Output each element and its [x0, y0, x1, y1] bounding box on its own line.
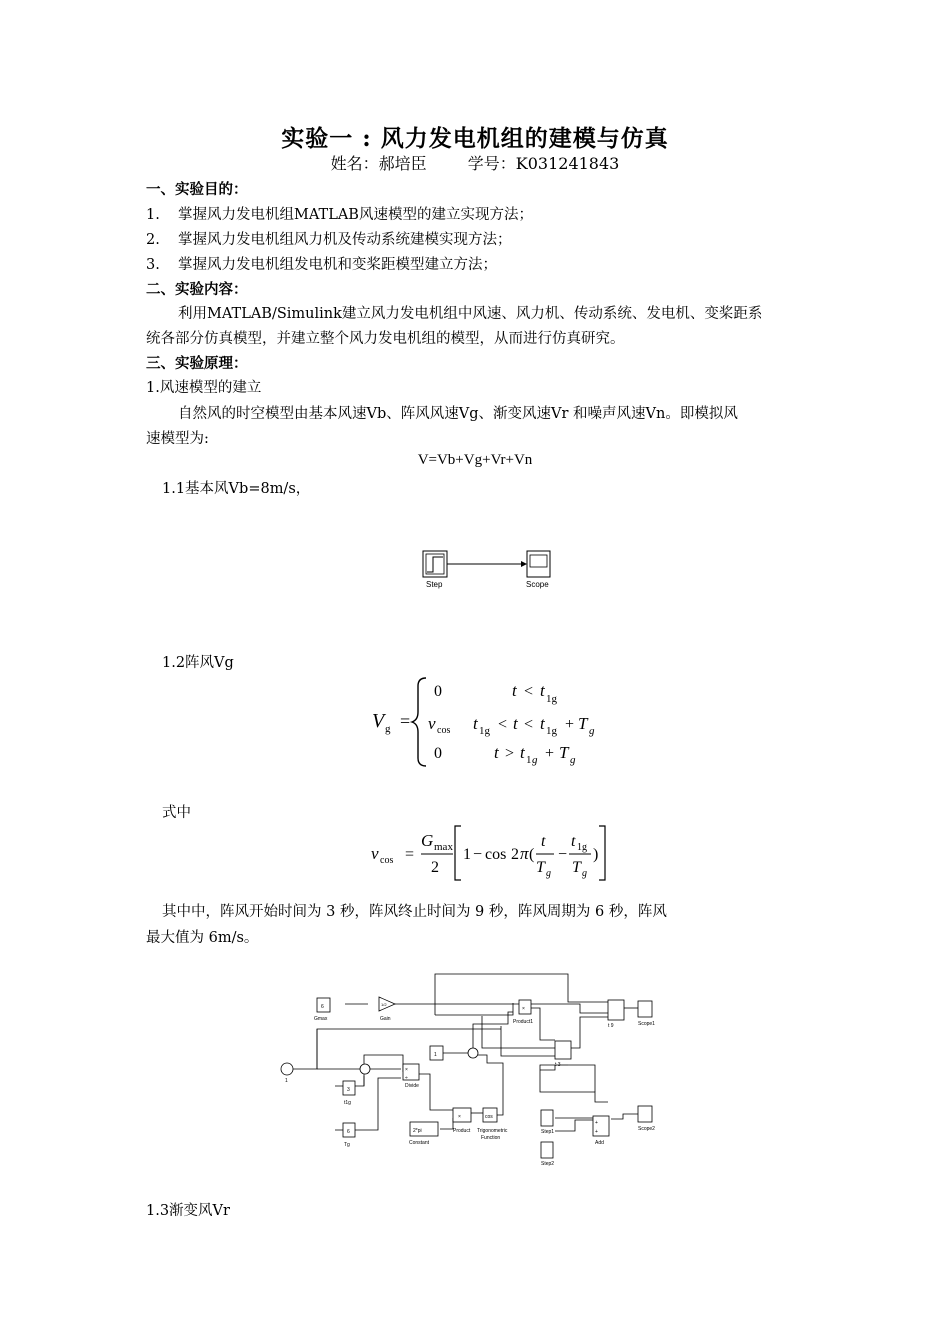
svg-text:=: = — [405, 846, 415, 863]
svg-text:π: π — [520, 844, 529, 863]
svg-text:<: < — [524, 716, 534, 733]
svg-text:T: T — [559, 743, 569, 762]
step2-block — [541, 1142, 553, 1158]
scope-block — [527, 551, 550, 577]
svg-text:t: t — [473, 714, 478, 733]
section1-heading: 一、实验目的： — [146, 181, 248, 198]
svg-text:t 9: t 9 — [608, 1023, 614, 1029]
scope-label: Scope — [526, 580, 549, 589]
svg-text:cos: cos — [380, 855, 394, 866]
svg-text:T: T — [536, 859, 545, 876]
svg-text:−: − — [558, 846, 568, 863]
svg-text:t: t — [541, 833, 546, 850]
scope2-block — [638, 1106, 652, 1122]
svg-text:2*pi: 2*pi — [413, 1128, 422, 1134]
svg-text:+: + — [545, 745, 555, 762]
svg-text:(: ( — [529, 846, 535, 863]
svg-text:t: t — [540, 681, 545, 700]
svg-text:Scope2: Scope2 — [638, 1126, 655, 1132]
t3-switch-block — [555, 1041, 571, 1059]
svg-text:t: t — [512, 681, 517, 700]
svg-text:2: 2 — [511, 846, 519, 863]
svg-text:V: V — [372, 710, 385, 732]
svg-text:t: t — [571, 833, 576, 850]
svg-text:<: < — [524, 683, 534, 700]
svg-text:Product: Product — [453, 1128, 471, 1134]
svg-text:0: 0 — [434, 745, 442, 762]
student-id: 学号：K031241843 — [467, 154, 620, 173]
paragraph-line: 速模型为: — [146, 431, 209, 447]
svg-text:Product1: Product1 — [513, 1019, 534, 1025]
svg-text:): ) — [593, 846, 599, 863]
svg-text:cos: cos — [485, 1114, 493, 1120]
list-number: 3. — [146, 257, 160, 273]
svg-text:1: 1 — [526, 754, 532, 766]
svg-text:g: g — [589, 725, 595, 737]
svg-text:cos: cos — [437, 725, 451, 736]
vcos-formula — [365, 822, 615, 886]
step1-block — [541, 1110, 553, 1126]
svg-text:0: 0 — [434, 683, 442, 700]
subheading: 1.风速模型的建立 — [146, 380, 262, 396]
svg-text:Tg: Tg — [344, 1142, 350, 1148]
svg-text:Step2: Step2 — [541, 1161, 555, 1167]
svg-text:Function: Function — [481, 1135, 501, 1141]
svg-text:t: t — [494, 743, 499, 762]
list-item — [146, 203, 533, 224]
svg-text:t: t — [520, 743, 525, 762]
list-number: 1. — [146, 207, 160, 223]
svg-text:×: × — [405, 1067, 408, 1073]
gust-wind-simulink-diagram — [275, 968, 675, 1173]
svg-text:Scope1: Scope1 — [638, 1021, 655, 1027]
svg-text:1g: 1g — [546, 693, 557, 705]
step-block — [423, 551, 447, 577]
svg-text:×: × — [522, 1006, 525, 1012]
svg-text:v: v — [428, 714, 436, 733]
author-line — [0, 151, 950, 174]
svg-text:g: g — [385, 723, 391, 735]
list-text: 掌握风力发电机组发电机和变桨距模型建立方法； — [178, 257, 497, 273]
svg-text:T: T — [572, 859, 581, 876]
svg-text:1: 1 — [285, 1078, 288, 1084]
list-text: 掌握风力发电机组MATLAB风速模型的建立实现方法； — [178, 207, 533, 223]
gust-piecewise-formula — [360, 672, 620, 772]
svg-text:Gain: Gain — [380, 1016, 391, 1022]
product-block — [453, 1108, 471, 1122]
svg-text:+: + — [595, 1129, 598, 1135]
page-title: 实验一 : 风力发电机组的建模与仿真 — [281, 125, 669, 152]
svg-text:÷: ÷ — [405, 1075, 408, 1081]
svg-text:1: 1 — [463, 846, 471, 863]
paragraph-line: 最大值为 6m/s。 — [146, 930, 259, 946]
svg-text:t1g: t1g — [344, 1100, 351, 1106]
svg-text:v: v — [371, 844, 379, 863]
list-text: 掌握风力发电机组风力机及传动系统建模实现方法； — [178, 232, 512, 248]
svg-text:cos: cos — [485, 846, 507, 863]
step-scope-diagram — [415, 545, 565, 593]
svg-text:+: + — [565, 716, 575, 733]
step-label: Step — [426, 580, 443, 589]
subheading: 1.1基本风Vb=8m/s， — [162, 481, 311, 497]
paragraph-line: 其中中，阵风开始时间为 3 秒，阵风终止时间为 9 秒，阵风周期为 6 秒，阵风 — [162, 904, 667, 920]
svg-text:1g: 1g — [546, 725, 557, 737]
subheading: 1.2阵风Vg — [162, 655, 234, 671]
svg-text:3: 3 — [347, 1087, 350, 1093]
wind-speed-formula: V=Vb+Vg+Vr+Vn — [417, 452, 533, 468]
svg-text:1g: 1g — [479, 725, 490, 737]
svg-text:6: 6 — [347, 1129, 350, 1135]
clock-block — [281, 1063, 293, 1075]
svg-text:Trigonometric: Trigonometric — [477, 1128, 508, 1134]
svg-text:=: = — [400, 711, 411, 731]
svg-text:>: > — [505, 745, 515, 762]
svg-text:T: T — [578, 714, 588, 733]
svg-text:+: + — [595, 1120, 598, 1126]
svg-text:Gmax: Gmax — [314, 1016, 328, 1022]
svg-text:Constant: Constant — [409, 1140, 430, 1146]
svg-text:Add: Add — [595, 1140, 604, 1146]
svg-text:t 3: t 3 — [555, 1062, 561, 1068]
svg-text:6: 6 — [321, 1004, 324, 1010]
list-item — [146, 228, 512, 249]
svg-text:t: t — [540, 714, 545, 733]
svg-text:Divide: Divide — [405, 1083, 419, 1089]
section2-heading: 二、实验内容： — [146, 281, 248, 298]
svg-text:×: × — [458, 1114, 461, 1120]
svg-text:2: 2 — [431, 859, 439, 876]
author-name: 姓名：郝培臣 — [330, 154, 427, 173]
list-number: 2. — [146, 232, 160, 248]
svg-text:G: G — [421, 831, 434, 850]
sum-block — [468, 1048, 478, 1058]
svg-text:1/2: 1/2 — [381, 1002, 387, 1007]
paragraph-line: 利用MATLAB/Simulink建立风力发电机组中风速、风力机、传动系统、发电机、变桨距系 — [178, 306, 763, 322]
svg-text:g: g — [570, 754, 576, 766]
svg-text:1g: 1g — [577, 842, 587, 853]
sum-block — [360, 1064, 370, 1074]
list-item — [146, 253, 497, 274]
paragraph-line: 自然风的时空模型由基本风速Vb、阵风风速Vg、渐变风速Vr 和噪声风速Vn。即模拟风 — [178, 406, 738, 422]
product1-block — [519, 1000, 531, 1014]
svg-text:1: 1 — [434, 1052, 437, 1058]
svg-text:g: g — [532, 754, 538, 766]
subheading: 1.3渐变风Vr — [146, 1203, 230, 1219]
paragraph-line: 统各部分仿真模型，并建立整个风力发电机组的模型，从而进行仿真研究。 — [146, 331, 625, 347]
t9-switch-block — [608, 1000, 624, 1020]
svg-text:g: g — [546, 868, 551, 879]
paragraph-line: 式中 — [162, 805, 191, 821]
svg-text:g: g — [582, 868, 587, 879]
svg-text:max: max — [434, 841, 453, 853]
scope1-block — [638, 1001, 652, 1017]
svg-text:−: − — [473, 846, 483, 863]
svg-text:<: < — [498, 716, 508, 733]
svg-text:t: t — [513, 714, 518, 733]
section3-heading: 三、实验原理： — [146, 355, 248, 372]
svg-text:Step1: Step1 — [541, 1129, 555, 1135]
